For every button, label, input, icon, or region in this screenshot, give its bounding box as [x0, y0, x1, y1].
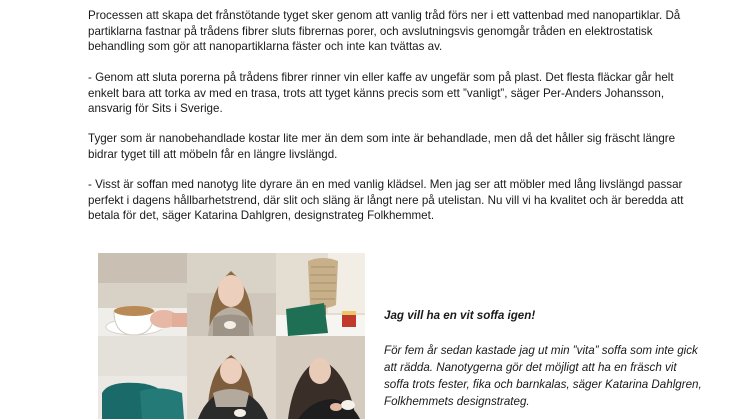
photo-collage — [98, 253, 365, 419]
caption-title: Jag vill ha en vit soffa igen! — [384, 309, 536, 322]
photo-panel-cup-hands — [276, 336, 365, 419]
photo-panel-portrait — [187, 253, 276, 336]
body-paragraph-cost: Tyger som är nanobehandlade kostar lite mer än dem som inte är behandlade, men då det håller sig fräscht längre bidrar tyget till att möbeln får en längre livslängd. — [88, 132, 676, 161]
body-paragraph-process: Processen att skapa det frånstötande tyget sker genom att vanlig tråd förs ner i ett vattenbad med nanopartiklar. Då partiklarna fastnar på trådens fibrer sluts fibrernas porer, och avslutningsvis genomgår tråden en elektrostatisk behandling som gör att nanopartiklarna fäster och inte kan tvättas av. — [88, 9, 681, 54]
body-paragraph-quote-dahlgren: - Visst är soffan med nanotyg lite dyrare än en med vanlig klädsel. Men jag ser att möbler med lång livslängd passar perfekt i dagens hållbarhetstrend, där slit och släng är långt nere på utelistan. Nu vill vi ha kvalitet och är beredda att betala för det, säger Katarina Dahlgren, designstrateg Folkhemmet. — [88, 178, 684, 223]
body-paragraph-quote-johansson: - Genom att sluta porerna på trådens fibrer rinner vin eller kaffe av ungefär som på plast. Det flesta fläckar går helt enkelt bara att torka av med en trasa, trots att tyget känns precis som ett ”vanligt”, säger Per-Anders Johansson, ansvarig för Sits i Sverige. — [88, 71, 674, 116]
photo-panel-sofa — [187, 336, 276, 419]
photo-panel-cushions — [98, 336, 187, 419]
photo-panel-coffee-cup — [98, 253, 187, 336]
caption-body: För fem år sedan kastade jag ut min ”vita” soffa som inte gick att rädda. Nanotygerna gör det möjligt att ha en fräsch vit soffa trots fester, fika och barnkalas, säger Katarina Dahlgren, Folkhemmets designstrateg. — [384, 344, 702, 408]
photo-panel-lamp — [276, 253, 365, 336]
